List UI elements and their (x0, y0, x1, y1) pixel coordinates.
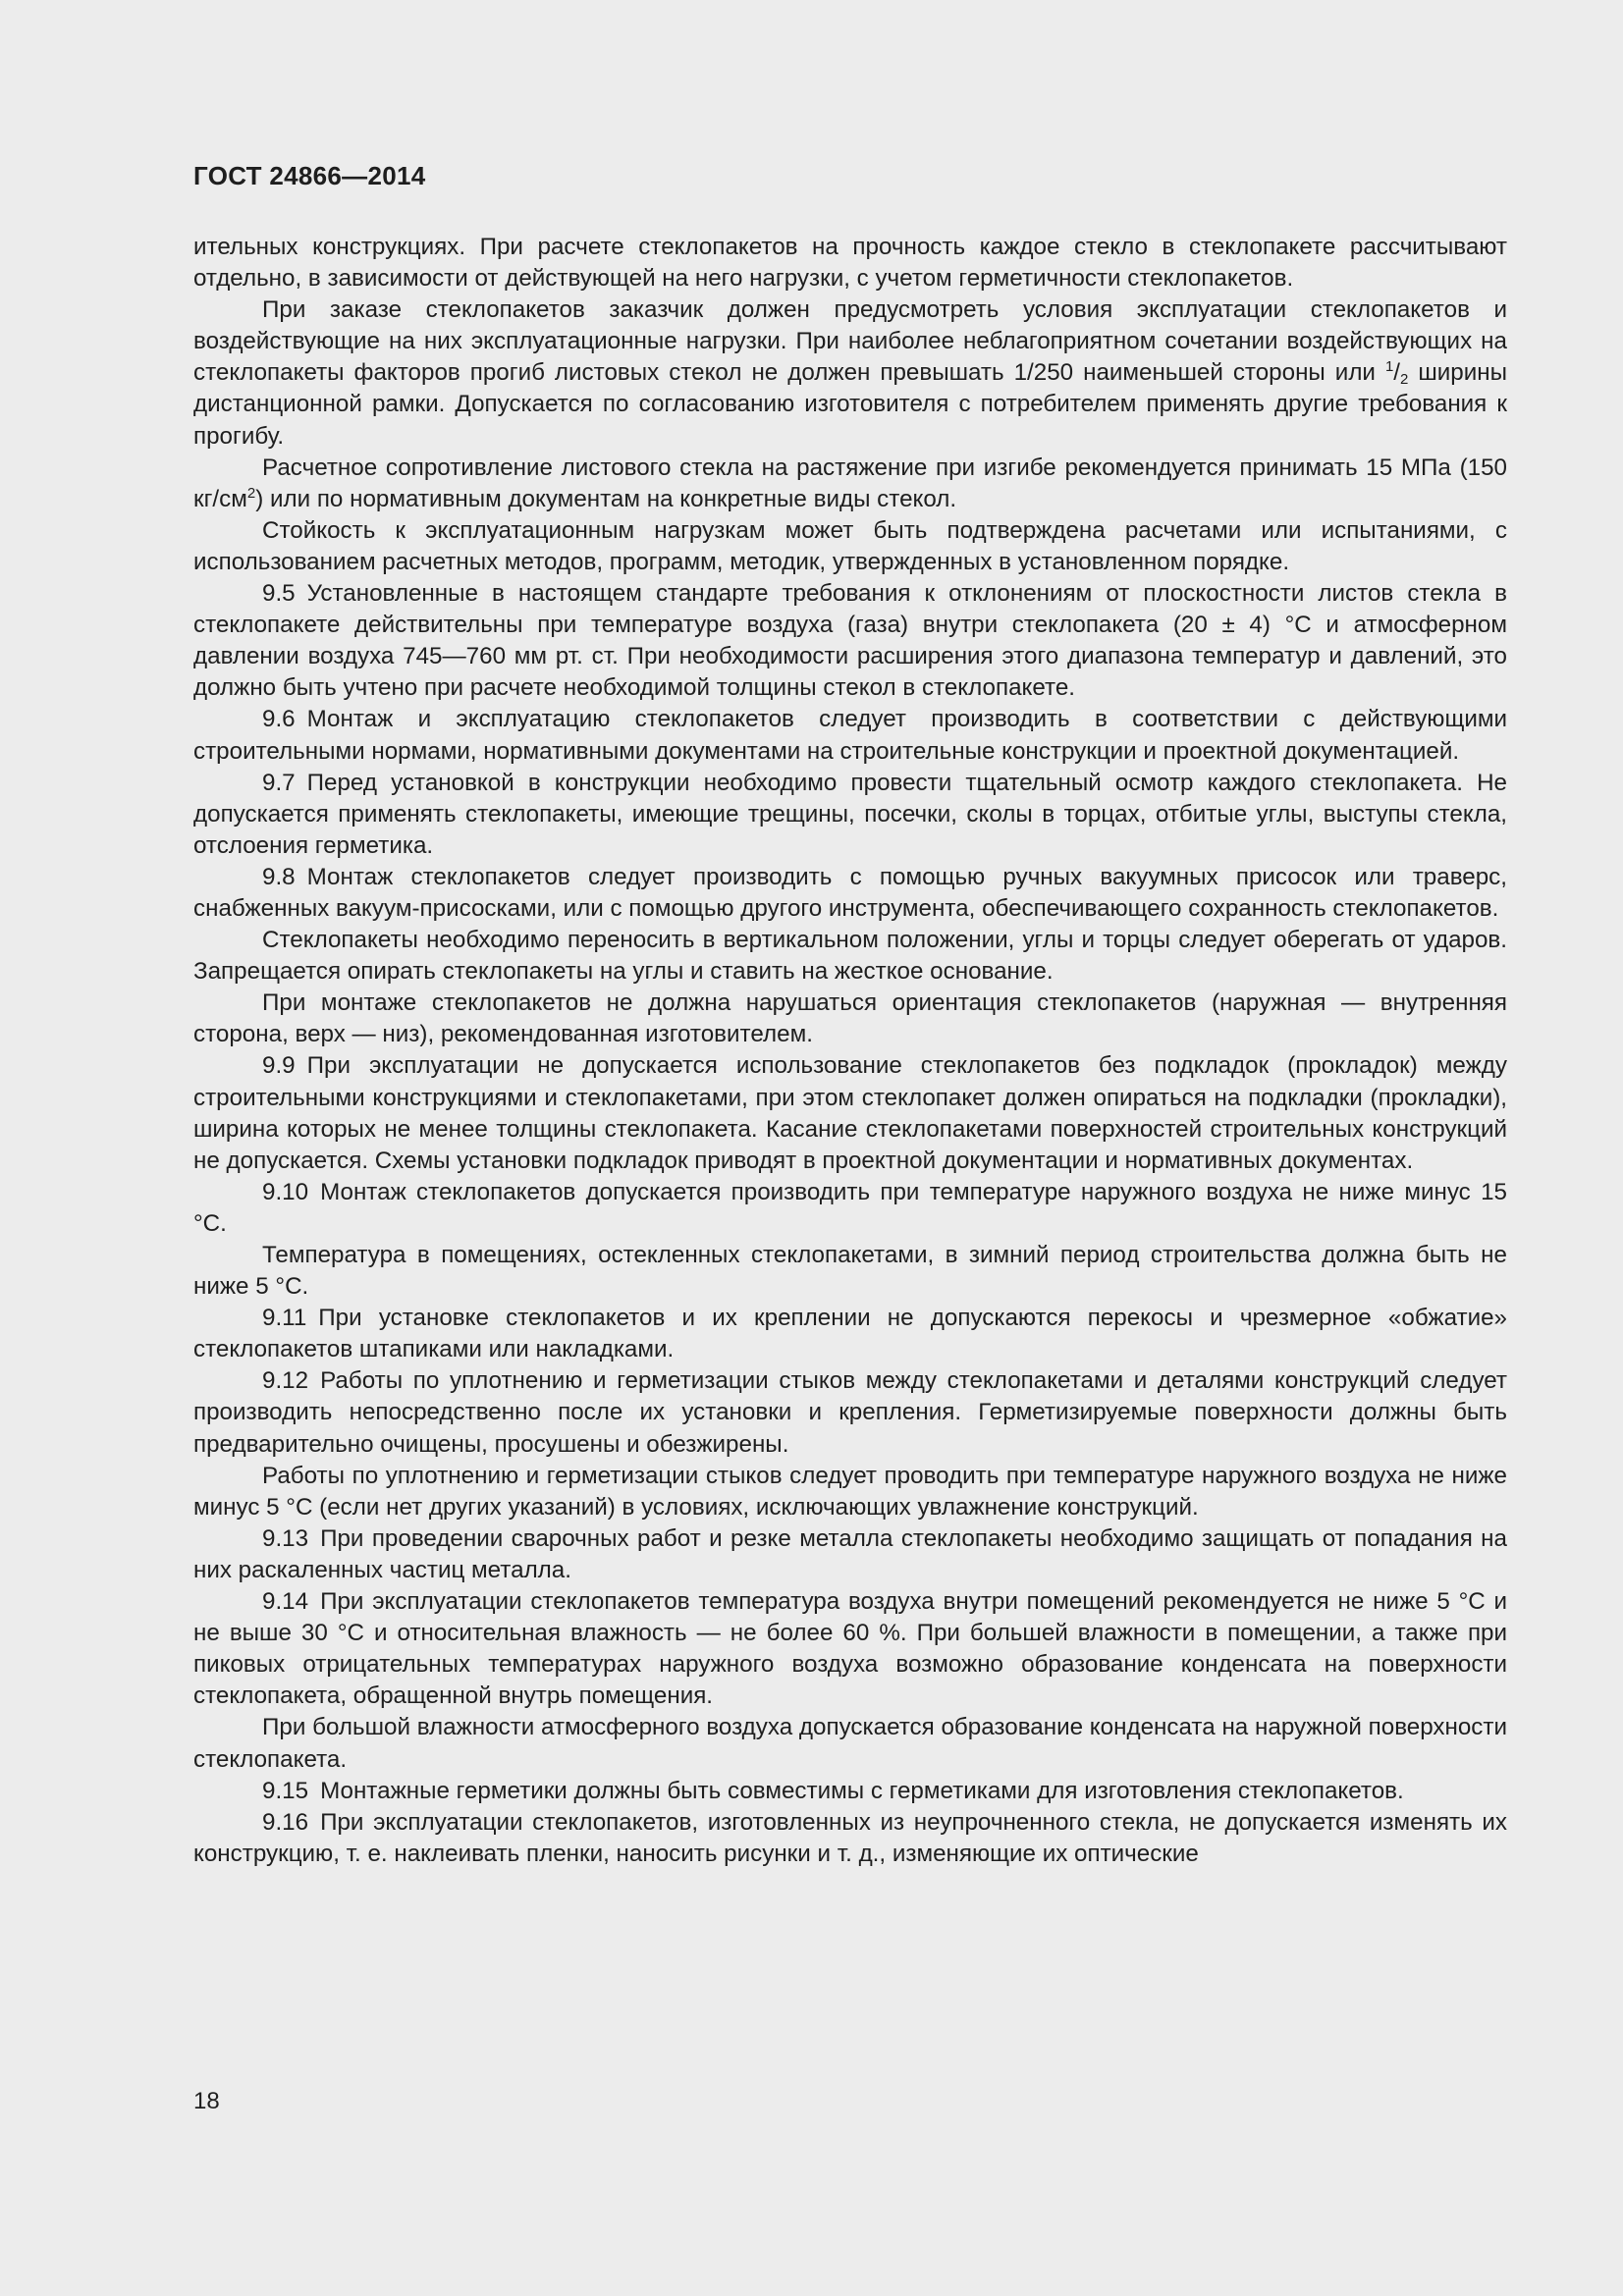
clause-number: 9.10 (262, 1178, 309, 1205)
paragraph-text: При эксплуатации стеклопакетов температура воздуха внутри помещений рекомендуется не ниже 5 °C и не выше 30 °C и относительная влажность — не более 60 %. При большей влажности в помещении, а также при пиковых отрицательных температурах наружного воздуха возможно образование конденсата на поверхности стеклопакета, обращенной внутрь помещения. (193, 1588, 1507, 1710)
paragraph-resistance (193, 453, 1507, 515)
document-header: ГОСТ 24866—2014 (193, 161, 426, 190)
paragraph-text: Работы по уплотнению и герметизации стыков следует проводить при температуре наружного воздуха не ниже минус 5 °C (если нет других указаний) в условиях, исключающих увлажнение конструкций. (193, 1462, 1507, 1521)
paragraph-text: Стойкость к эксплуатационным нагрузкам может быть подтверждена расчетами или испытаниями, с использованием расчетных методов, программ, методик, утвержденных в установленном порядке. (193, 516, 1507, 575)
clause-number: 9.8 (262, 863, 296, 890)
paragraph-orientation (193, 988, 1507, 1050)
paragraph-text: При большой влажности атмосферного воздуха допускается образование конденсата на наружной поверхности стеклопакета. (193, 1714, 1507, 1773)
clause-9-15 (193, 1776, 1507, 1807)
paragraph-text: При эксплуатации не допускается использование стеклопакетов без подкладок (прокладок) между строительными конструкциями и стеклопакетами, при этом стеклопакет должен опираться на подкладки (прокладки), ширина которых не менее толщины стеклопакета. Касание стеклопакетами поверхностей строительных конструкций не допускается. Схемы установки подкладок приводят в проектной документации и нормативных документах. (193, 1052, 1507, 1174)
clause-number: 9.15 (262, 1777, 309, 1804)
clause-number: 9.13 (262, 1524, 309, 1552)
paragraph-text: Расчетное сопротивление листового стекла на растяжение при изгибе рекомендуется принимать 15 МПа (150 кг/см (193, 454, 1507, 512)
paragraph-text: Монтажные герметики должны быть совместимы с герметиками для изготовления стеклопакетов. (320, 1777, 1404, 1804)
clause-9-13 (193, 1523, 1507, 1586)
paragraph-room-temperature (193, 1240, 1507, 1303)
paragraph-order-conditions (193, 294, 1507, 452)
paragraph-text: При монтаже стеклопакетов не должна нарушаться ориентация стеклопакетов (наружная — внутренняя сторона, верх — низ), рекомендованная изготовителем. (193, 989, 1507, 1048)
paragraph-text: При проведении сварочных работ и резке металла стеклопакеты необходимо защищать от попадания на них раскаленных частиц металла. (193, 1524, 1507, 1583)
fraction-slash: / (1393, 359, 1401, 387)
clause-9-5 (193, 578, 1507, 704)
paragraph-text: При заказе стеклопакетов заказчик должен предусмотреть условия эксплуатации стеклопакетов и воздействующие на них эксплуатационные нагрузки. При наиболее неблагоприятном сочетании воздействующих на стеклопакеты факторов прогиб листовых стекол не должен превышать 1/250 наименьшей стороны или (193, 296, 1507, 387)
clause-number: 9.11 (262, 1305, 307, 1332)
paragraph-text: Установленные в настоящем стандарте требования к отклонениям от плоскостности листов стекла в стеклопакете действительны при температуре воздуха (газа) внутри стеклопакета (20 ± 4) °C и атмосферном давлении воздуха 745—760 мм рт. ст. При необходимости расширения этого диапазона температур и давлений, это должно быть учтено при расчете необходимой толщины стекол в стеклопакете. (193, 580, 1507, 702)
paragraph-text: Температура в помещениях, остекленных стеклопакетами, в зимний период строительства должна быть не ниже 5 °C. (193, 1242, 1507, 1301)
clause-number: 9.12 (262, 1367, 309, 1395)
paragraph-load-resistance (193, 515, 1507, 578)
clause-9-7 (193, 768, 1507, 862)
paragraph-text: Монтаж и эксплуатацию стеклопакетов следует производить в соответствии с действующими строительными нормами, нормативными документами на строительные конструкции и проектной документацией. (193, 706, 1507, 765)
paragraph-text: Стеклопакеты необходимо переносить в вертикальном положении, углы и торцы следует оберегать от ударов. Запрещается опирать стеклопакеты на углы и ставить на жесткое основание. (193, 927, 1507, 986)
clause-9-12 (193, 1365, 1507, 1460)
clause-number: 9.6 (262, 706, 296, 733)
clause-9-11 (193, 1303, 1507, 1365)
clause-number: 9.14 (262, 1588, 309, 1616)
clause-number: 9.16 (262, 1808, 309, 1836)
paragraph-carrying (193, 925, 1507, 988)
paragraph-text: ширины дистанционной рамки. Допускается по согласованию изготовителя с потребителем применять другие требования к прогибу. (193, 359, 1507, 450)
document-body (193, 232, 1507, 1870)
superscript-two: 2 (246, 484, 256, 502)
paragraph-continuation (193, 232, 1507, 294)
paragraph-text: Монтаж стеклопакетов следует производить с помощью ручных вакуумных присосок или траверс, снабженных вакуум-присосками, или с помощью другого инструмента, обеспечивающего сохранность стеклопакетов. (193, 863, 1507, 922)
paragraph-text: При эксплуатации стеклопакетов, изготовленных из неупрочненного стекла, не допускается изменять их конструкцию, т. е. наклеивать пленки, наносить рисунки и т. д., изменяющие их оптические (193, 1808, 1507, 1867)
clause-9-10 (193, 1177, 1507, 1240)
clause-9-16 (193, 1807, 1507, 1870)
clause-9-6 (193, 704, 1507, 767)
paragraph-text: При установке стеклопакетов и их креплении не допускаются перекосы и чрезмерное «обжатие» стеклопакетов штапиками или накладками. (193, 1305, 1507, 1363)
paragraph-text: ительных конструкциях. При расчете стеклопакетов на прочность каждое стекло в стеклопакете рассчитывают отдельно, в зависимости от действующей на него нагрузки, с учетом герметичности стеклопакетов. (193, 234, 1507, 293)
clause-number: 9.9 (262, 1052, 296, 1080)
paragraph-sealing-temperature (193, 1461, 1507, 1523)
page-number: 18 (193, 2088, 220, 2114)
paragraph-text: Монтаж стеклопакетов допускается производить при температуре наружного воздуха не ниже минус 15 °C. (193, 1178, 1507, 1237)
fraction-denominator: 2 (1400, 371, 1409, 389)
fraction-numerator: 1 (1384, 358, 1394, 376)
paragraph-text: Перед установкой в конструкции необходимо провести тщательный осмотр каждого стеклопакета. Не допускается применять стеклопакеты, имеющие трещины, посечки, сколы в торцах, отбитые углы, выступы стекла, отслоения герметика. (193, 769, 1507, 859)
clause-number: 9.7 (262, 769, 296, 796)
paragraph-condensate (193, 1712, 1507, 1775)
paragraph-text: Работы по уплотнению и герметизации стыков между стеклопакетами и деталями конструкций следует производить непосредственно после их установки и крепления. Герметизируемые поверхности должны быть предварительно очищены, просушены и обезжирены. (193, 1367, 1507, 1458)
clause-9-9 (193, 1050, 1507, 1176)
clause-9-14 (193, 1586, 1507, 1712)
paragraph-text: ) или по нормативным документам на конкретные виды стекол. (255, 485, 957, 512)
clause-9-8 (193, 862, 1507, 925)
clause-number: 9.5 (262, 580, 296, 608)
